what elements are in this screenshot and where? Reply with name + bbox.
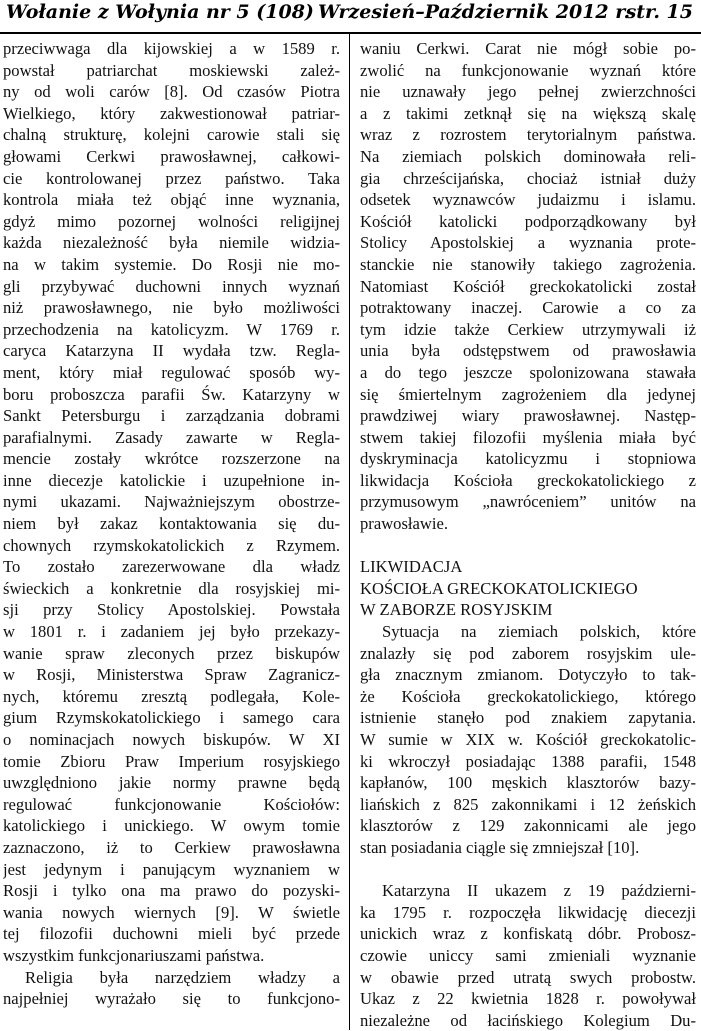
- text-line: uwzględniono jakie normy prawne będą: [3, 773, 340, 793]
- text-line: nych, któremu zresztą podlegała, Kole-: [3, 686, 340, 706]
- text-line: najpełniej wyrażało się to funkcjono-: [3, 989, 340, 1009]
- text-line: świeckich a konkretnie dla rosyjskiej mi-: [3, 578, 340, 598]
- text-line: na w takim systemie. Do Rosji nie mo-: [3, 254, 340, 274]
- text-line: się śmiertelnym zagrożeniem dla jedynej: [360, 384, 696, 404]
- right-paragraph-3: [360, 880, 696, 1031]
- text-line: kapłanów, 100 męskich klasztorów bazy-: [360, 773, 696, 793]
- text-line: unickich wraz z konfiskatą dóbr. Probosz-: [360, 924, 696, 944]
- text-line: caryca Katarzyna II wydała tzw. Regla-: [3, 341, 340, 361]
- text-line: gdyż mimo pozornej wolności religijnej: [3, 211, 340, 231]
- text-line: gła znacznym zmianom. Dotyczyło to tak-: [360, 665, 696, 685]
- text-line: klasztorów z 129 zakonnicami ale jego: [360, 816, 696, 836]
- text-line: nymi ukazami. Najważniejszym obostrze-: [3, 492, 340, 512]
- text-line: jest jedynym i panującym wyznaniem w: [3, 859, 340, 879]
- text-line: inne diecezje katolickie i uzupełnione in-: [3, 470, 340, 490]
- text-line: waniu Cerkwi. Carat nie mógł sobie po-: [360, 39, 696, 58]
- text-line: boru proboszcza parafii Św. Katarzyny w: [3, 384, 340, 404]
- text-line: prawosławie.: [360, 514, 449, 534]
- text-line: tomie Zbioru Praw Imperium rosyjskiego: [3, 751, 340, 771]
- spacer: [360, 859, 696, 881]
- text-line: niezależne od łacińskiego Kolegium Du-: [360, 1010, 696, 1030]
- text-line: w 1801 r. i zadaniem jej było przekazy-: [3, 622, 340, 642]
- magazine-issue-title: Wołanie z Wołynia nr 5 (108): [6, 1, 314, 23]
- text-line: gium Rzymskokatolickiego i samego cara: [3, 708, 340, 728]
- text-line: Natomiast Kościół greckokatolicki został: [360, 276, 696, 296]
- text-line: znalazły się pod zaborem rosyjskim ule-: [360, 643, 696, 663]
- text-line: sji przy Stolicy Apostolskiej. Powstała: [3, 600, 340, 620]
- text-line: Sytuacja na ziemiach polskich, które: [382, 622, 696, 642]
- text-line: KOŚCIOŁA GRECKOKATOLICKIEGO: [360, 578, 638, 598]
- text-line: Kościół katolicki podporządkowany był: [360, 211, 696, 231]
- text-line: a z takimi zetknął się na większą skalę: [360, 103, 696, 123]
- text-line: unia była odstępstwem od prawosławia: [360, 341, 696, 361]
- right-paragraph-2: [360, 621, 696, 859]
- column-divider: [349, 34, 350, 1030]
- header-rule: [0, 32, 701, 34]
- text-line: potraktowany inaczej. Carowie a co za: [360, 298, 696, 318]
- text-line: chalną strukturę, kolejni carowie stali się: [3, 125, 340, 145]
- left-paragraph-2: [3, 967, 340, 1010]
- text-line: o nominacjach nowych biskupów. W XI: [3, 730, 340, 749]
- section-heading: [360, 556, 696, 621]
- text-line: wraz z rozrostem terytorialnym państwa.: [360, 125, 696, 145]
- text-line: Wielkiego, który zakwestionował patriar-: [3, 103, 340, 123]
- text-line: tym idzie także Cerkiew utrzymywali iż: [360, 319, 696, 339]
- text-line: Stolicy Apostolskiej a wyznania prote-: [360, 233, 696, 253]
- text-line: Katarzyna II ukazem z 19 październi-: [382, 881, 696, 901]
- text-line: wszystkim funkcjonariuszami państwa.: [3, 945, 265, 965]
- text-line: stan posiadania ciągle się zmniejszał [10].: [360, 837, 640, 857]
- text-line: cie kontrolowanej przez państwo. Taka: [3, 168, 340, 188]
- text-line: liańskich z 825 zakonnikami i 12 żeńskich: [360, 794, 696, 814]
- text-line: likwidacja Kościoła greckokatolickiego z: [360, 470, 696, 490]
- text-line: wanie spraw zleconych przez biskupów: [3, 643, 340, 663]
- text-line: w obawie przed utratą swych probostw.: [360, 967, 696, 987]
- text-line: tej filozofii duchowni mieli być przede: [3, 924, 340, 944]
- text-line: zwolić na funkcjonowanie wyznań które: [360, 60, 696, 80]
- text-line: katolickiego i unickiego. W owym tomie: [3, 816, 340, 836]
- text-line: nie uznawały jego pełnej zwierzchności: [360, 82, 696, 102]
- text-line: Religia była narzędziem władzy a: [25, 967, 340, 987]
- text-line: mencie zostały wkrótce rozszerzone na: [3, 449, 340, 469]
- text-line: gia chrześcijańska, chociaż istniał duży: [360, 168, 696, 188]
- text-line: gli przybywać duchowni innych wyznań: [3, 276, 340, 296]
- text-line: ny od woli carów [8]. Od czasów Piotra: [3, 82, 340, 102]
- text-line: ka 1795 r. rozpoczęła likwidację diecezji: [360, 902, 696, 922]
- text-line: powstał patriarchat moskiewski zależ-: [3, 60, 340, 80]
- text-line: W ZABORZE ROSYJSKIM: [360, 600, 553, 620]
- text-line: Sankt Petersburgu i zarządzania dobrami: [3, 406, 340, 426]
- text-line: niż prawosławnego, nie było możliwości: [3, 298, 340, 318]
- left-column: [3, 38, 340, 1010]
- text-line: kontrola miała też objąć inne wyznania,: [3, 190, 340, 210]
- right-paragraph-1: [360, 38, 696, 535]
- text-line: Na ziemiach polskich dominowała reli-: [360, 146, 696, 166]
- text-line: czowie uniccy sami zmieniali wyznanie: [360, 945, 696, 965]
- text-line: ki wkroczył posiadając 1388 parafii, 1548: [360, 751, 696, 771]
- text-line: prawdziwej wiary prawosławnej. Następ-: [360, 406, 696, 426]
- text-line: przymusowym „nawróceniem” unitów na: [360, 492, 696, 512]
- text-line: a do tego jeszcze spolonizowana stawała: [360, 362, 696, 382]
- text-line: zaznaczono, iż to Cerkiew prawosławna: [3, 837, 340, 857]
- text-line: regulować funkcjonowanie Kościołów:: [3, 794, 340, 814]
- text-line: istnienie stanęło pod znakiem zapytania.: [360, 708, 696, 728]
- text-line: dyskryminacja katolicyzmu i stopniowa: [360, 449, 696, 469]
- text-line: wania nowych wiernych [9]. W świetle: [3, 902, 340, 922]
- text-line: Ukaz z 22 kwietnia 1828 r. powoływał: [360, 989, 696, 1009]
- text-line: każda niezależność była niemile widzia-: [3, 233, 340, 253]
- text-line: ment, który miał regulować sposób wy-: [3, 362, 340, 382]
- text-line: W sumie w XIX w. Kościół greckokatolic-: [360, 730, 696, 749]
- text-line: To zostało zarezerwowane dla władz: [3, 557, 340, 577]
- spacer: [360, 535, 696, 557]
- right-column: [360, 38, 696, 1031]
- text-line: że Kościoła greckokatolickiego, którego: [360, 686, 696, 706]
- text-line: stanckie nie stanowiły takiego zagrożenia.: [360, 254, 696, 274]
- page-header: [0, 0, 701, 30]
- text-line: Rosji i tylko ona ma prawo do pozyski-: [3, 881, 340, 901]
- text-line: odsetek wyznawców judaizmu i islamu.: [360, 190, 696, 210]
- text-line: głowami Cerkwi prawosławnej, całkowi-: [3, 146, 340, 166]
- text-line: przeciwwaga dla kijowskiej a w 1589 r.: [3, 39, 340, 58]
- text-line: w Rosji, Ministerstwa Spraw Zagranicz-: [3, 665, 340, 685]
- text-line: stwem takiej filozofii myślenia miała być: [360, 427, 696, 447]
- issue-date: Wrzesień–Październik 2012 r.: [318, 1, 631, 23]
- text-line: chownych rzymskokatolickich z Rzymem.: [3, 535, 340, 555]
- text-line: parafialnymi. Zasady zawarte w Regla-: [3, 427, 340, 447]
- text-line: przechodzenia na katolicyzm. W 1769 r.: [3, 319, 340, 339]
- text-line: LIKWIDACJA: [360, 557, 463, 577]
- left-paragraph-1: [3, 38, 340, 967]
- page-number: str. 15: [625, 1, 693, 23]
- text-line: niem był zakaz kontaktowania się du-: [3, 514, 340, 534]
